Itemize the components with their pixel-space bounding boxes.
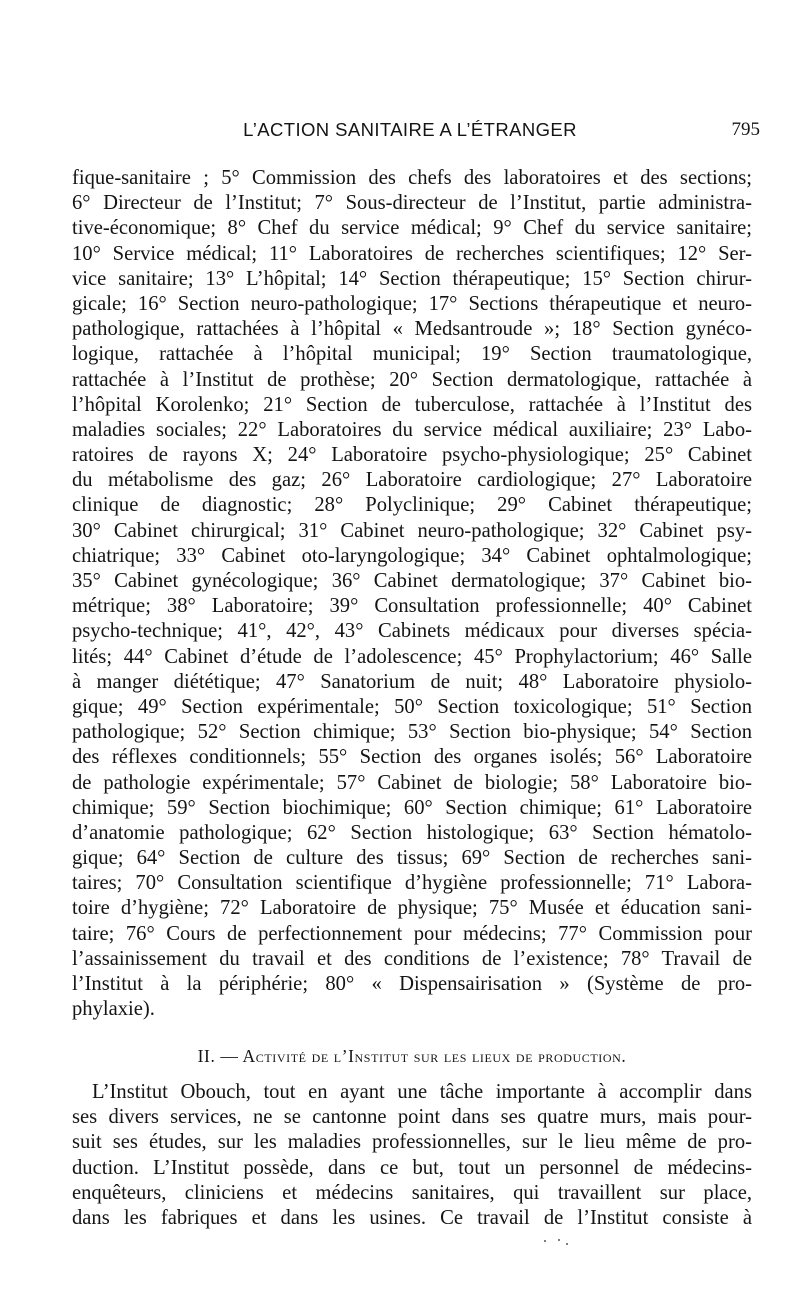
text-line: psycho-technique; 41°, 42°, 43° Cabinets médicaux pour diverses spécia-: [72, 620, 752, 643]
text-line: gicale; 16° Section neuro-pathologique; 17° Sections thérapeutique et neuro-: [72, 292, 752, 315]
text-line: taires; 70° Consultation scientifique d’hygiène professionnelle; 71° Labora-: [72, 872, 752, 895]
text-line: rattachée à l’Institut de prothèse; 20° Section dermatologique, rattachée à: [72, 368, 752, 391]
text-line: l’assainissement du travail et des conditions de l’existence; 78° Travail de: [72, 947, 752, 970]
text-line: duction. L’Institut possède, dans ce but, tout un personnel de médecins-: [72, 1156, 752, 1179]
running-head: [60, 116, 760, 144]
text-line: pathologique, rattachées à l’hôpital « Medsantroude »; 18° Section gynéco-: [72, 318, 752, 341]
text-line: 35° Cabinet gynécologique; 36° Cabinet dermatologique; 37° Cabinet bio-: [72, 570, 752, 592]
page-number: 795: [731, 119, 760, 140]
text-line: chimique; 59° Section biochimique; 60° Section chimique; 61° Laboratoire: [72, 796, 752, 819]
text-line: gique; 49° Section expérimentale; 50° Section toxicologique; 51° Section: [72, 695, 752, 718]
print-specks: [540, 1238, 580, 1246]
text-line: l’hôpital Korolenko; 21° Section de tuberculose, rattachée à l’Institut des: [72, 393, 752, 416]
text-line: vice sanitaire; 13° L’hôpital; 14° Section thérapeutique; 15° Section chirur-: [72, 267, 752, 290]
text-line: taire; 76° Cours de perfectionnement pour médecins; 77° Commission pour: [72, 922, 752, 945]
text-line: phylaxie).: [72, 998, 155, 1021]
section-heading: II. — Activité de l’Institut sur les lieux de production.: [197, 1046, 627, 1066]
text-line: d’anatomie pathologique; 62° Section histologique; 63° Section hématolo-: [72, 821, 752, 844]
text-line: ses divers services, ne se cantonne point dans ses quatre murs, mais pour-: [72, 1106, 752, 1129]
print-speck: [544, 1240, 546, 1242]
text-line: métrique; 38° Laboratoire; 39° Consultation professionnelle; 40° Cabinet: [72, 595, 752, 618]
text-line: dans les fabriques et dans les usines. Ce travail de l’Institut consiste à: [72, 1206, 752, 1229]
text-line: ratoires de rayons X; 24° Laboratoire psycho-physiologique; 25° Cabinet: [72, 444, 752, 467]
text-line: suit ses études, sur les maladies professionnelles, sur le lieu même de pro-: [72, 1131, 752, 1154]
text-line: enquêteurs, cliniciens et médecins sanitaires, qui travaillent sur place,: [72, 1181, 752, 1204]
text-line: tive-économique; 8° Chef du service médical; 9° Chef du service sanitaire;: [72, 217, 752, 240]
text-line: clinique de diagnostic; 28° Polyclinique; 29° Cabinet thérapeutique;: [72, 494, 752, 517]
text-line: maladies sociales; 22° Laboratoires du service médical auxiliaire; 23° Labo-: [72, 418, 752, 441]
text-line: l’Institut à la périphérie; 80° « Dispensairisation » (Système de pro-: [72, 973, 752, 995]
paragraph-field-activity: [72, 1080, 752, 1231]
text-line: logique, rattachée à l’hôpital municipal; 19° Section traumatologique,: [72, 343, 752, 366]
running-title: L’ACTION SANITAIRE A L’ÉTRANGER: [243, 119, 577, 140]
text-line: du métabolisme des gaz; 26° Laboratoire cardiologique; 27° Laboratoire: [72, 469, 752, 492]
text-line: chiatrique; 33° Cabinet oto-laryngologique; 34° Cabinet ophtalmologique;: [72, 544, 752, 567]
text-line: gique; 64° Section de culture des tissus; 69° Section de recherches sani-: [72, 847, 752, 870]
paragraph-list-of-services: [72, 166, 752, 1022]
print-speck: [566, 1243, 568, 1245]
text-line: lités; 44° Cabinet d’étude de l’adolescence; 45° Prophylactorium; 46° Salle: [72, 645, 752, 668]
text-line: toire d’hygiène; 72° Laboratoire de physique; 75° Musée et éducation sani-: [72, 897, 752, 920]
text-line: fique-sanitaire ; 5° Commission des chefs des laboratoires et des sections;: [72, 167, 752, 189]
text-line: pathologique; 52° Section chimique; 53° Section bio-physique; 54° Section: [72, 721, 752, 744]
print-speck: [558, 1239, 560, 1241]
text-line: 30° Cabinet chirurgical; 31° Cabinet neuro-pathologique; 32° Cabinet psy-: [72, 519, 752, 542]
text-line: 6° Directeur de l’Institut; 7° Sous-directeur de l’Institut, partie administra-: [72, 192, 752, 215]
text-line: des réflexes conditionnels; 55° Section des organes isolés; 56° Laboratoire: [72, 746, 752, 769]
text-line: à manger diététique; 47° Sanatorium de nuit; 48° Laboratoire physiolo-: [72, 670, 752, 693]
text-line: de pathologie expérimentale; 57° Cabinet de biologie; 58° Laboratoire bio-: [72, 771, 752, 794]
text-line: L’Institut Obouch, tout en ayant une tâche importante à accomplir dans: [92, 1081, 752, 1103]
text-line: 10° Service médical; 11° Laboratoires de recherches scientifiques; 12° Ser-: [72, 242, 752, 265]
